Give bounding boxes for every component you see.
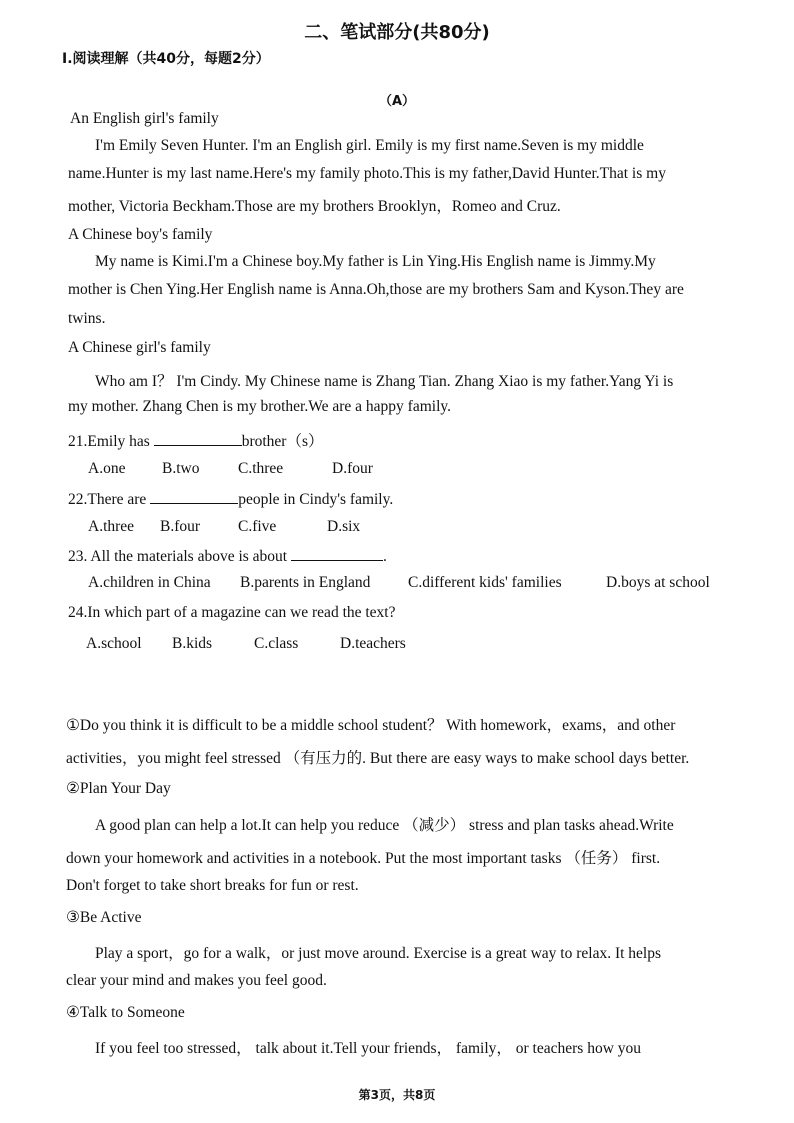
option[interactable]: B.kids [172, 635, 213, 652]
option[interactable]: B.two [162, 460, 200, 477]
question-stem-end: people in Cindy's family. [238, 491, 394, 508]
paragraph-line: Who am I？ I'm Cindy. My Chinese name is Zhang Tian. Zhang Xiao is my father.Yang Yi is [95, 373, 674, 390]
option[interactable]: C.three [238, 460, 284, 477]
paragraph-line: If you feel too stressed， talk about it.Tell your friends， family， or teachers how you [95, 1040, 642, 1057]
option[interactable]: C.different kids' families [408, 574, 562, 591]
exam-section-title: 二、笔试部分(共80分) [304, 22, 490, 43]
option[interactable]: B.parents in England [240, 574, 371, 591]
subheading-be-active: ③Be Active [66, 909, 142, 926]
paragraph-line: mother, Victoria Beckham.Those are my brothers Brooklyn，Romeo and Cruz. [68, 198, 561, 215]
option[interactable]: D.boys at school [606, 574, 710, 591]
answer-blank[interactable] [291, 546, 383, 561]
option[interactable]: D.six [327, 518, 361, 535]
answer-blank[interactable] [154, 431, 242, 446]
option[interactable]: A.children in China [88, 574, 211, 591]
answer-blank[interactable] [150, 489, 238, 504]
option[interactable]: B.four [160, 518, 201, 535]
question-24: 24.In which part of a magazine can we read the text? [68, 604, 396, 621]
option[interactable]: C.five [238, 518, 277, 535]
paragraph-line: A good plan can help a lot.It can help you reduce （减少） stress and plan tasks ahead.Write [95, 817, 674, 834]
option[interactable]: D.teachers [340, 635, 406, 652]
option[interactable]: C.class [254, 635, 299, 652]
question-stem-end: brother（s） [241, 433, 324, 450]
question-21 [68, 429, 323, 451]
paragraph-line: down your homework and activities in a notebook. Put the most important tasks （任务） first. [66, 850, 661, 867]
subheading-plan-your-day: ②Plan Your Day [66, 780, 171, 797]
passage-heading-english-girl: An English girl's family [70, 110, 219, 127]
option[interactable]: D.four [332, 460, 373, 477]
paragraph-line: Play a sport，go for a walk，or just move around. Exercise is a great way to relax. It helps [95, 945, 662, 962]
option[interactable]: A.one [88, 460, 126, 477]
reading-section-heading: I.阅读理解（共40分，每题2分） [62, 51, 270, 67]
paragraph-line: mother is Chen Ying.Her English name is Anna.Oh,those are my brothers Sam and Kyson.They are [68, 281, 684, 298]
option[interactable]: A.school [86, 635, 142, 652]
paragraph-line: Don't forget to take short breaks for fun or rest. [66, 877, 359, 894]
subheading-talk-to-someone: ④Talk to Someone [66, 1004, 185, 1021]
passage-heading-chinese-boy: A Chinese boy's family [68, 226, 213, 243]
page-number: 第3页，共8页 [358, 1088, 436, 1102]
question-stem: 21.Emily has [68, 433, 154, 450]
question-stem: 22.There are [68, 491, 151, 508]
paragraph-line: my mother. Zhang Chen is my brother.We are a happy family. [68, 398, 451, 415]
paragraph-line: name.Hunter is my last name.Here's my family photo.This is my father,David Hunter.That is my [68, 165, 666, 182]
paragraph-line: ①Do you think it is difficult to be a middle school student？ With homework，exams，and other [66, 717, 676, 734]
paragraph-line: My name is Kimi.I'm a Chinese boy.My father is Lin Ying.His English name is Jimmy.My [95, 253, 656, 270]
question-stem-end: . [382, 548, 387, 565]
option[interactable]: A.three [88, 518, 135, 535]
paragraph-line: activities，you might feel stressed （有压力的. But there are easy ways to make school days better. [66, 750, 690, 767]
part-a-label: （A） [378, 94, 416, 109]
question-23 [68, 546, 387, 566]
question-stem: 23. All the materials above is about [68, 548, 291, 565]
paragraph-line: I'm Emily Seven Hunter. I'm an English girl. Emily is my first name.Seven is my middle [95, 137, 644, 154]
paragraph-line: clear your mind and makes you feel good. [66, 972, 327, 989]
passage-heading-chinese-girl: A Chinese girl's family [68, 339, 211, 356]
question-22 [68, 489, 393, 509]
paragraph-line: twins. [68, 310, 106, 327]
